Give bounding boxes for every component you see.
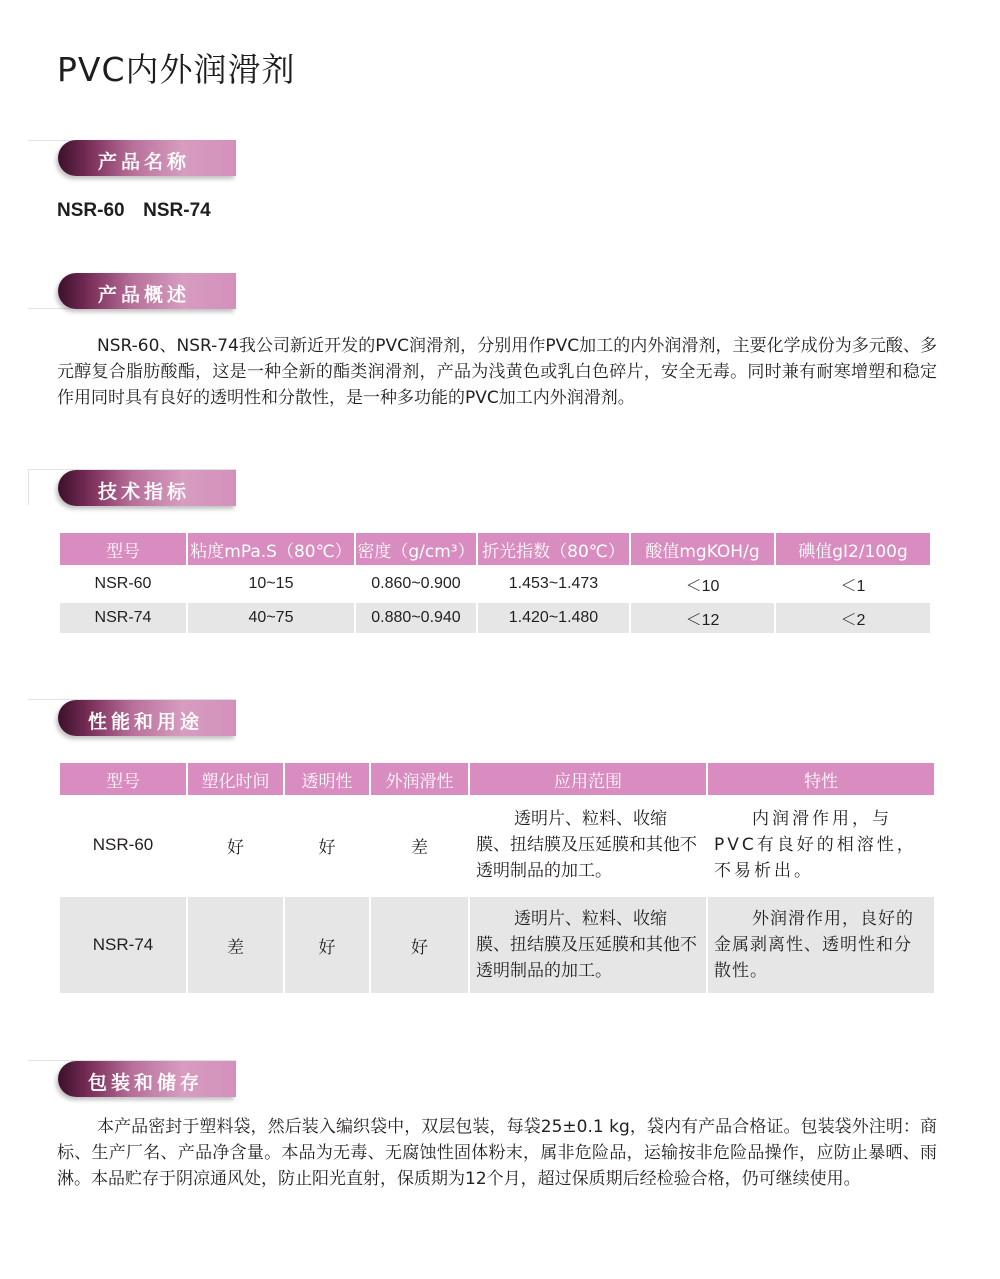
spec-header-cell: 密度（g/cm³） <box>354 533 476 565</box>
perf-cell: 好 <box>186 795 283 895</box>
product-names: NSR-60 NSR-74 <box>57 200 211 221</box>
perf-header-cell: 塑化时间 <box>186 763 283 795</box>
spec-header-cell: 型号 <box>60 533 186 565</box>
perf-header-cell: 透明性 <box>283 763 369 795</box>
application-text: 透明片、粒料、收缩膜、扭结膜及压延膜和其他不透明制品的加工。 <box>476 909 697 981</box>
perf-cell: NSR-60 <box>60 795 186 895</box>
section-rule <box>28 469 29 505</box>
spec-cell: ＜12 <box>629 603 774 633</box>
perf-cell: 好 <box>283 795 369 895</box>
perf-cell: NSR-74 <box>60 895 186 993</box>
performance-table <box>60 763 934 993</box>
perf-cell: 好 <box>369 895 468 993</box>
section-header-overview <box>58 273 236 309</box>
spec-cell: NSR-74 <box>60 603 186 633</box>
spec-cell: ＜2 <box>774 603 930 633</box>
table-row <box>60 603 930 633</box>
page-title: PVC内外润滑剂 <box>57 50 296 89</box>
feature-text: 内润滑作用，与PVC有良好的相溶性，不易析出。 <box>714 809 917 881</box>
spec-cell: 40~75 <box>186 603 354 633</box>
section-header-name <box>58 140 236 176</box>
table-row <box>60 565 930 603</box>
spec-cell: 1.420~1.480 <box>476 603 629 633</box>
spec-header-cell: 酸值mgKOH/g <box>629 533 774 565</box>
section-header-specs <box>58 470 236 506</box>
perf-header-cell: 外润滑性 <box>369 763 468 795</box>
spec-table <box>60 533 930 633</box>
spec-cell: 10~15 <box>186 565 354 603</box>
spec-header-cell: 碘值gI2/100g <box>774 533 930 565</box>
perf-cell: 好 <box>283 895 369 993</box>
perf-header-cell: 应用范围 <box>468 763 706 795</box>
section-header-packaging <box>58 1061 236 1097</box>
perf-table-header <box>60 763 934 795</box>
section-title: 包装和储存 <box>88 1072 204 1094</box>
spec-cell: 0.860~0.900 <box>354 565 476 603</box>
section-title: 产品名称 <box>98 151 191 173</box>
spec-table-header <box>60 533 930 565</box>
spec-cell: ＜10 <box>629 565 774 603</box>
spec-cell: NSR-60 <box>60 565 186 603</box>
section-header-performance <box>58 700 236 736</box>
perf-cell <box>468 895 706 993</box>
perf-cell <box>706 895 934 993</box>
perf-cell <box>706 795 934 895</box>
section-title: 技术指标 <box>98 481 191 503</box>
spec-cell: ＜1 <box>774 565 930 603</box>
spec-cell: 1.453~1.473 <box>476 565 629 603</box>
perf-cell: 差 <box>369 795 468 895</box>
table-row <box>60 895 934 993</box>
overview-paragraph: NSR-60、NSR-74我公司新近开发的PVC润滑剂，分别用作PVC加工的内外润滑剂，主要化学成份为多元酸、多元醇复合脂肪酸酯，这是一种全新的酯类润滑剂，产品为浅黄色或乳白色碎片，安全无毒。同时兼有耐寒增塑和稳定作用同时具有良好的透明性和分散性，是一种多功能的PVC加工内外润滑剂。 <box>57 336 937 408</box>
section-title: 产品概述 <box>98 284 191 306</box>
perf-header-cell: 型号 <box>60 763 186 795</box>
packaging-paragraph: 本产品密封于塑料袋，然后装入编织袋中，双层包装，每袋25±0.1 kg，袋内有产品合格证。包装袋外注明：商标、生产厂名、产品净含量。本品为无毒、无腐蚀性固体粉末，属非危险品，运输按非危险品操作，应防止暴晒、雨淋。本品贮存于阴凉通风处，防止阳光直射，保质期为12个月，超过保质期后经检验合格，仍可继续使用。 <box>57 1117 937 1189</box>
application-text: 透明片、粒料、收缩膜、扭结膜及压延膜和其他不透明制品的加工。 <box>476 809 697 881</box>
spec-cell: 0.880~0.940 <box>354 603 476 633</box>
table-row <box>60 795 934 895</box>
perf-cell: 差 <box>186 895 283 993</box>
perf-cell <box>468 795 706 895</box>
feature-text: 外润滑作用，良好的金属剥离性、透明性和分散性。 <box>714 909 914 981</box>
spec-header-cell: 折光指数（80℃） <box>476 533 629 565</box>
spec-header-cell: 粘度mPa.S（80℃） <box>186 533 354 565</box>
section-title: 性能和用途 <box>88 711 204 733</box>
perf-header-cell: 特性 <box>706 763 934 795</box>
